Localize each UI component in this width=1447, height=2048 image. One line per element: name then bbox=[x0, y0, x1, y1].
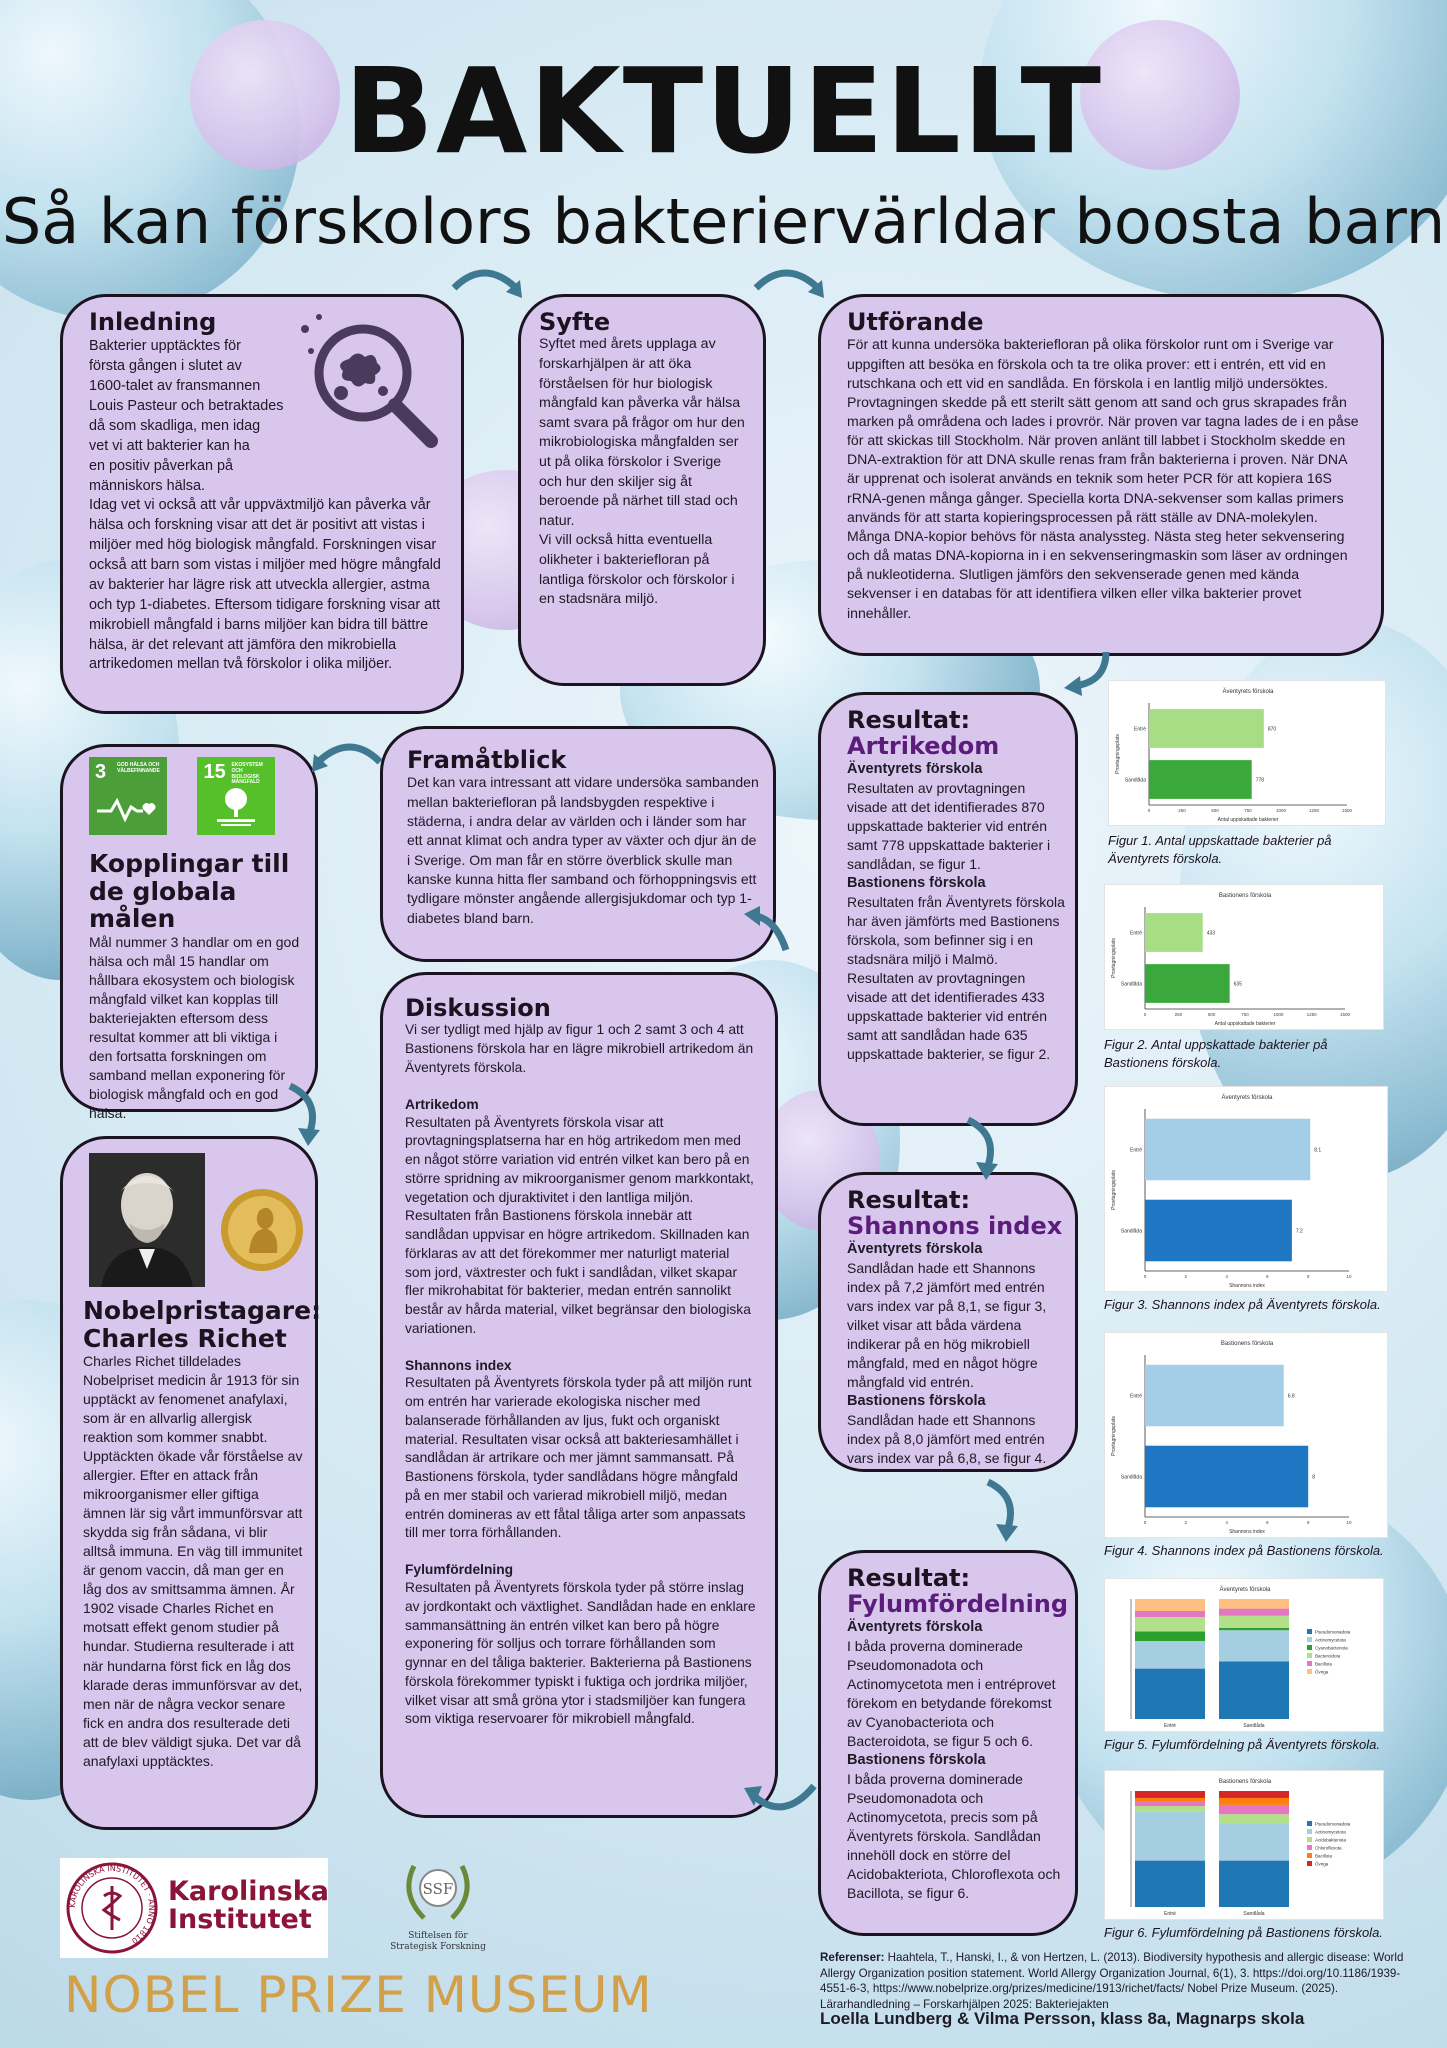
nobel-title bbox=[83, 1296, 322, 1353]
chart-title: Bastionens förskola bbox=[1218, 1779, 1272, 1785]
utforande-title: Utförande bbox=[847, 308, 984, 336]
inledning-box bbox=[60, 294, 464, 714]
res2-text-1: Sandlådan hade ett Shannons index på 7,2 jämfört med entrén vars index var på 8,1, se figur 3, vilket visar att båda värdena indikerar på en hög mikrobiell mångfald, med en något högre mångfald vid entrén. bbox=[847, 1259, 1047, 1390]
diskussion-shannon-text: Resultaten på Äventyrets förskola tyder på att miljön runt om entrén har varierade ekologiska nischer med balanserade förhållanden av ljus, fukt och organiskt material. Resultaten visar också att bakteriesamhället i sandlådan är artrikare och mer jämnt sammansatt. På Bastionens förskola, tyder sandlådans högre mångfald på en mer stabil och varierad mikrobiell miljö, medan entrén domineras av ett fåtal tåliga arter som anpassats till mer torra förhållanden. bbox=[405, 1375, 752, 1541]
karolinska-line-1: Karolinska bbox=[168, 1876, 329, 1907]
legend-label: Bacteroidota bbox=[1315, 1653, 1341, 1659]
diskussion-box bbox=[380, 972, 778, 1818]
res1-heading-1: Äventyrets förskola bbox=[847, 760, 983, 777]
diskussion-shannon-heading: Shannons index bbox=[405, 1357, 512, 1373]
stacked-bar-segment bbox=[1219, 1791, 1289, 1798]
figure-6 bbox=[1104, 1770, 1384, 1920]
stacked-bar-segment bbox=[1135, 1611, 1205, 1617]
arrow-icon bbox=[306, 732, 386, 782]
res3-heading-1: Äventyrets förskola bbox=[847, 1618, 983, 1635]
stacked-bar-segment bbox=[1135, 1641, 1205, 1669]
x-tick-label: Entré bbox=[1164, 1723, 1176, 1729]
legend-label: Acidobakteriota bbox=[1315, 1837, 1347, 1843]
chart-title: Äventyrets förskola bbox=[1222, 689, 1274, 695]
framblick-title: Framåtblick bbox=[407, 746, 567, 774]
chart-fylum-aventyret bbox=[1105, 1579, 1385, 1733]
syfte-box bbox=[518, 294, 766, 686]
x-tick-label: Sandlåda bbox=[1243, 1911, 1265, 1917]
x-tick-label: 1000 bbox=[1273, 1012, 1284, 1017]
bar bbox=[1145, 913, 1203, 952]
arrow-icon bbox=[280, 1080, 330, 1150]
figure-1 bbox=[1108, 680, 1386, 826]
res3-title: Resultat: bbox=[847, 1564, 971, 1592]
legend-label: Pseudomonadota bbox=[1315, 1629, 1351, 1635]
figure-1-caption: Figur 1. Antal uppskattade bakterier på Äventyrets förskola. bbox=[1108, 833, 1332, 866]
y-tick-label: Sandlåda bbox=[1120, 1474, 1142, 1481]
inledning-line: första gången i slutet av bbox=[89, 358, 242, 375]
legend-label: Bacillota bbox=[1315, 1661, 1333, 1667]
ssf-wreath-icon bbox=[398, 1856, 478, 1926]
legend-label: Övriga bbox=[1315, 1669, 1329, 1675]
resultat-fylum-box bbox=[818, 1550, 1078, 1936]
references-text: Haahtela, T., Hanski, I., & von Hertzen, L. (2013). Biodiversity hypothesis and allergic disease: World Allergy Organization position statement. World Allergy Organization Journal, 6(1), 3. https://doi.org/10.1186/1939-4551-6-3, https://www.nobelprize.org/prizes/medicine/1913/richet/facts/ Nobel Prize Museum. (2025). Lärarhandledning – Forskarhjälpen 2025: Bakteriejakten bbox=[820, 1951, 1404, 2011]
legend-swatch bbox=[1307, 1861, 1312, 1866]
res1-subtitle: Artrikedom bbox=[847, 732, 1000, 761]
res2-subtitle: Shannons index bbox=[847, 1212, 1063, 1241]
references bbox=[820, 1950, 1420, 2013]
arrow-icon bbox=[736, 900, 796, 960]
x-tick-label: 4 bbox=[1225, 1274, 1228, 1279]
arrow-icon bbox=[750, 258, 830, 308]
sdg3-icon bbox=[89, 757, 167, 835]
chart-fylum-bastionen bbox=[1105, 1771, 1385, 1921]
stacked-bar-segment bbox=[1219, 1814, 1289, 1823]
stacked-bar-segment bbox=[1219, 1805, 1289, 1814]
stacked-bar-segment bbox=[1135, 1631, 1205, 1641]
legend-swatch bbox=[1307, 1669, 1312, 1674]
stacked-bar-segment bbox=[1135, 1801, 1205, 1806]
res3-text-1: I båda proverna dominerade Pseudomonadota och Actinomycetota men i entréprovet förekom en betydande förekomst av Cyanobacteriota och Bacteroidota, se figur 5 och 6. bbox=[847, 1637, 1056, 1749]
figure-4 bbox=[1104, 1332, 1388, 1538]
stacked-bar-segment bbox=[1219, 1609, 1289, 1616]
chart-shannon-aventyret bbox=[1105, 1087, 1389, 1293]
y-tick-label: Entré bbox=[1130, 1147, 1142, 1154]
framblick-text: Det kan vara intressant att vidare undersöka sambanden mellan bakteriefloran på landsbygden respektive i städerna, i andra delar av världen och i länder som har ett annat klimat och andra typer av växter och djur än de i Sverige. Om man får en större överblick skulle man kanske kunna hitta fler samband och förhoppningsvis ett tydligare mönster angående allergisjukdomar och typ 1-diabetes bland barn. bbox=[407, 774, 759, 926]
legend-swatch bbox=[1307, 1853, 1312, 1858]
chart-artrikedom-aventyret bbox=[1109, 681, 1387, 827]
bar bbox=[1149, 760, 1252, 799]
figure-2-caption: Figur 2. Antal uppskattade bakterier på Bastionens förskola. bbox=[1104, 1037, 1328, 1070]
framblick-box bbox=[380, 726, 776, 962]
figure-4-caption: Figur 4. Shannons index på Bastionens förskola. bbox=[1104, 1543, 1384, 1558]
res2-heading-1: Äventyrets förskola bbox=[847, 1240, 983, 1257]
x-tick-label: 500 bbox=[1207, 1012, 1216, 1017]
legend-swatch bbox=[1307, 1829, 1312, 1834]
x-tick-label: 8 bbox=[1306, 1274, 1310, 1279]
karolinska-wordmark bbox=[168, 1878, 329, 1935]
stacked-bar-segment bbox=[1135, 1617, 1205, 1631]
utforande-box bbox=[818, 294, 1384, 656]
stacked-bar-segment bbox=[1219, 1798, 1289, 1805]
y-tick-label: Sandlåda bbox=[1120, 981, 1142, 988]
x-tick-label: 1000 bbox=[1275, 808, 1287, 813]
chart-artrikedom-bastionen bbox=[1105, 885, 1385, 1031]
legend-swatch bbox=[1307, 1653, 1312, 1658]
nobel-box bbox=[60, 1136, 322, 1830]
x-tick-label: 0 bbox=[1143, 1012, 1147, 1017]
data-label: 6.8 bbox=[1287, 1393, 1295, 1400]
stacked-bar-segment bbox=[1135, 1599, 1205, 1611]
res1-text-2: Resultaten från Äventyrets förskola har även jämförts med Bastionens förskola, som befinner sig i en stadsnära miljö i Malmö. Resultaten av provtagningen visade att det identifierades 433 uppskattade bakterier vid entrén samt att sandlådan hade 635 uppskattade bakterier, se figur 2. bbox=[847, 893, 1065, 1062]
poster-subtitle: Så kan förskolors bakteriervärldar boosta barn bbox=[1, 185, 1446, 258]
inledning-line: Bakterier upptäcktes för bbox=[89, 338, 241, 355]
arrow-icon bbox=[738, 1772, 818, 1832]
stacked-bar-segment bbox=[1219, 1823, 1289, 1860]
legend-swatch bbox=[1307, 1661, 1312, 1666]
globala-title-2: de globala målen bbox=[89, 876, 237, 933]
globala-text: Mål nummer 3 handlar om en god hälsa och mål 15 handlar om hållbara ekosystem och biologisk mångfald vilket kan kopplas till bakteriejakten eftersom dess resultat kommer att bli viktiga i den fortsatta forskningen om samband mellan exponering för biologisk mångfald och en god hälsa. bbox=[89, 933, 300, 1121]
bar bbox=[1145, 964, 1230, 1003]
x-tick-label: 1250 bbox=[1306, 1012, 1317, 1017]
legend-label: Actinomycetota bbox=[1315, 1829, 1346, 1835]
inledning-line: 1600-talet av fransmannen bbox=[89, 378, 261, 395]
diskussion-artrikedom-text: Resultaten på Äventyrets förskola visar att provtagningsplatserna har en hög artrikedom men med en något större variation vid entrén vilket kan bero på en större spridning av mikroorganismer genom markkontakt, vegetation och djuraktivitet i den lantliga miljön. Resultaten från Bastionens förskola innebär att sandlådan uppvisar en högre artrikedom. Skillnaden kan förklaras av att det förekommer mer naturligt material som jord, växtrester och fukt i sandlådan, vilket skapar fler mikrohabitat för bakterier, medan entrén sannolikt består av hårda material, vilket begränsar den biologiska variationen. bbox=[405, 1114, 754, 1336]
x-tick-label: 2 bbox=[1184, 1520, 1188, 1525]
y-axis-label: Provtagningsplats bbox=[1111, 1416, 1117, 1456]
data-label: 7.2 bbox=[1295, 1228, 1303, 1235]
figure-5 bbox=[1104, 1578, 1384, 1732]
syfte-title: Syfte bbox=[539, 308, 611, 336]
res1-title: Resultat: bbox=[847, 706, 971, 734]
figure-3 bbox=[1104, 1086, 1388, 1292]
chart-shannon-bastionen bbox=[1105, 1333, 1389, 1539]
inledning-line: Louis Pasteur och betraktades bbox=[89, 398, 284, 415]
inledning-line: då som skadliga, men idag bbox=[89, 417, 261, 434]
microbe-magnifier-icon bbox=[299, 311, 449, 461]
stacked-bar-segment bbox=[1135, 1861, 1205, 1907]
arrow-icon bbox=[978, 1476, 1028, 1546]
nobel-medal-icon bbox=[219, 1187, 305, 1273]
arrow-icon bbox=[448, 258, 528, 308]
legend-label: Cyanobacteriota bbox=[1315, 1645, 1348, 1651]
legend-label: Actinomycetota bbox=[1315, 1637, 1346, 1643]
inledning-line: människors hälsa. bbox=[89, 477, 205, 494]
data-label: 870 bbox=[1267, 726, 1277, 733]
res3-heading-2: Bastionens förskola bbox=[847, 1751, 986, 1768]
x-tick-label: 250 bbox=[1174, 1012, 1183, 1017]
karolinska-seal-icon bbox=[64, 1860, 160, 1956]
legend-label: Bacillota bbox=[1315, 1853, 1333, 1859]
sdg3-label: GOD HÄLSA OCH VÄLBEFINNANDE bbox=[117, 762, 160, 774]
x-tick-label: 4 bbox=[1225, 1520, 1228, 1525]
figure-2 bbox=[1104, 884, 1384, 1030]
res3-subtitle: Fylumfördelning bbox=[847, 1590, 1069, 1619]
figure-3-caption: Figur 3. Shannons index på Äventyrets förskola. bbox=[1104, 1297, 1381, 1312]
y-tick-label: Entré bbox=[1130, 930, 1142, 937]
karolinska-seal-text: KAROLINSKA INSTITUTET · ANNO 1810 bbox=[67, 1863, 157, 1946]
stacked-bar-segment bbox=[1219, 1628, 1289, 1630]
x-axis-label: Shannons index bbox=[1229, 1283, 1265, 1289]
stacked-bar-segment bbox=[1135, 1669, 1205, 1719]
sdg15-icon bbox=[197, 757, 275, 835]
bar bbox=[1145, 1446, 1308, 1508]
y-tick-label: Sandlåda bbox=[1120, 1228, 1142, 1235]
x-axis-label: Antal uppskattade bakterier bbox=[1217, 817, 1279, 823]
y-axis-label: Provtagningsplats bbox=[1115, 734, 1121, 774]
bar bbox=[1145, 1365, 1284, 1427]
sdg15-label: EKOSYSTEM OCH BIOLOGISK MÅNGFALD bbox=[231, 762, 263, 786]
stacked-bar-segment bbox=[1135, 1812, 1205, 1861]
x-tick-label: 10 bbox=[1346, 1274, 1352, 1279]
diskussion-fylum-heading: Fylumfördelning bbox=[405, 1562, 514, 1578]
stacked-bar-segment bbox=[1135, 1791, 1205, 1798]
x-tick-label: 10 bbox=[1346, 1520, 1352, 1525]
poster-title: BAKTUELLT bbox=[344, 42, 1103, 180]
data-label: 778 bbox=[1255, 777, 1265, 784]
legend-swatch bbox=[1307, 1837, 1312, 1842]
utforande-text: För att kunna undersöka bakteriefloran på olika förskolor runt om i Sverige var uppgiften att besöka en förskola och ta tre olika prover: ett i entrén, ett vid en rutschkana och ett vid en sandlåda. En förskola i en lantlig miljö undersöktes. Provtagningen skedde på ett sterilt sätt genom att sand och grus skrapades från marken på områdena och lades i provrör. När proven var tagna lades de i en påse för att skickas till Stockholm. När proven anlänt till labbet i Stockholm skedde en DNA-extraktion för att DNA skulle renas fram från bakterierna i proven. När DNA är upprenat och isolerat används en teknik som heter PCR för att kopiera 16S rRNA-genen många gånger. Speciella korta DNA-sekvenser som kallas primers används för att starta kopieringsprocessen på rätt ställe av DNA-molekylen. Många DNA-kopior behövs för nästa analyssteg. Nästa steg heter sekvensering och då matas DNA-kopiorna in i en sekvenseringmaskin som läser av ordningen på nukleotiderna. Slutligen jämförs den sekvenserade genen med kända sekvenser i en databas för att identifiera vilken eller vilka bakterier provet innehåller. bbox=[847, 336, 1359, 621]
data-label: 8 bbox=[1312, 1474, 1315, 1481]
x-axis-label: Antal uppskattade bakterier bbox=[1214, 1021, 1276, 1027]
bar bbox=[1149, 709, 1264, 748]
nobel-title-2: Charles Richet bbox=[83, 1323, 287, 1353]
ssf-mark-text: SSF bbox=[422, 1880, 454, 1898]
globala-title bbox=[89, 850, 301, 933]
diskussion-fylum-text: Resultaten på Äventyrets förskola tyder på större inslag av jordkontakt och växtlighet. Sandlådan hade en enklare sammansättning än entrén vilket kan bero på högre exponering för solljus och torrare förhållanden som gynnar en del tåliga bakterier. Bakterierna på Bastionens förskola förekommer typiskt i fuktiga och jordrika miljöer, vilket visar att små gröna ytor i stadsmiljöer kan fungera som viktiga reservoarer för mikrobiell mångfald. bbox=[405, 1580, 756, 1727]
legend-label: Chloroflexota bbox=[1315, 1845, 1342, 1851]
x-tick-label: 6 bbox=[1266, 1520, 1269, 1525]
inledning-line: en positiv påverkan på bbox=[89, 457, 233, 474]
x-tick-label: 750 bbox=[1244, 808, 1252, 813]
x-tick-label: 500 bbox=[1211, 808, 1219, 813]
stacked-bar-segment bbox=[1219, 1861, 1289, 1907]
legend-swatch bbox=[1307, 1629, 1312, 1634]
legend-swatch bbox=[1307, 1645, 1312, 1650]
globala-box bbox=[60, 744, 318, 1121]
legend-label: Övriga bbox=[1315, 1861, 1329, 1867]
karolinska-logo bbox=[60, 1858, 328, 1958]
figure-5-caption: Figur 5. Fylumfördelning på Äventyrets förskola. bbox=[1104, 1737, 1381, 1752]
x-tick-label: 750 bbox=[1241, 1012, 1249, 1017]
inledning-line: vet vi att bakterier kan ha bbox=[89, 437, 250, 454]
inledning-title: Inledning bbox=[89, 308, 217, 336]
x-tick-label: 0 bbox=[1143, 1520, 1147, 1525]
data-label: 8.1 bbox=[1314, 1147, 1322, 1154]
arrow-icon bbox=[1056, 648, 1116, 698]
bar bbox=[1145, 1200, 1292, 1262]
x-tick-label: 2 bbox=[1184, 1274, 1188, 1279]
data-label: 433 bbox=[1206, 930, 1216, 937]
sdg3-number: 3 bbox=[95, 761, 107, 783]
y-axis-label: Provtagningsplats bbox=[1111, 1170, 1117, 1210]
stacked-bar-segment bbox=[1219, 1599, 1289, 1609]
karolinska-line-2: Institutet bbox=[168, 1904, 312, 1936]
stacked-bar-segment bbox=[1219, 1616, 1289, 1628]
x-tick-label: 1500 bbox=[1341, 808, 1353, 813]
x-tick-label: 0 bbox=[1147, 808, 1151, 813]
chart-title: Äventyrets förskola bbox=[1219, 1587, 1271, 1593]
diskussion-intro: Vi ser tydligt med hjälp av figur 1 och 2 samt 3 och 4 att Bastionens förskola har en lägre mikrobiell artrikedom än Äventyrets förskola. bbox=[405, 1022, 754, 1075]
legend-label: Pseudomonadota bbox=[1315, 1821, 1351, 1827]
x-tick-label: 250 bbox=[1178, 808, 1186, 813]
stacked-bar-segment bbox=[1219, 1630, 1289, 1661]
y-tick-label: Entré bbox=[1134, 726, 1146, 733]
x-tick-label: 6 bbox=[1266, 1274, 1269, 1279]
x-tick-label: 8 bbox=[1306, 1520, 1310, 1525]
x-tick-label: 1500 bbox=[1339, 1012, 1351, 1017]
portrait-photo bbox=[89, 1153, 205, 1287]
sdg15-number: 15 bbox=[203, 761, 226, 783]
authors: Loella Lundberg & Vilma Persson, klass 8a, Magnarps skola bbox=[820, 2009, 1305, 2028]
ssf-logo bbox=[378, 1856, 498, 1960]
inledning-text: Idag vet vi också att vår uppväxtmiljö kan påverka vår hälsa och forskning visar att det är positivt att vistas i miljöer med hög biologisk mångfald. Forskningen visar också att barn som vistas i miljöer med högre mångfald av bakterier har lägre risk att utveckla allergier, astma och typ 1-diabetes. Eftersom tidigare forskning visar att mikrobiell mångfald i barns miljöer kan bidra till bättre hälsa, är det relevant att jämföra den mikrobiella artrikedomen mellan två förskolor i olika miljöer. bbox=[89, 497, 441, 673]
resultat-shannon-box bbox=[818, 1172, 1078, 1472]
references-label: Referenser: bbox=[820, 1951, 885, 1964]
x-tick-label: 1250 bbox=[1308, 808, 1320, 813]
chart-title: Äventyrets förskola bbox=[1221, 1095, 1273, 1101]
y-tick-label: Sandlåda bbox=[1124, 777, 1146, 784]
chart-title: Bastionens förskola bbox=[1220, 1341, 1274, 1347]
data-label: 635 bbox=[1233, 981, 1243, 988]
chart-title: Bastionens förskola bbox=[1218, 893, 1272, 899]
diskussion-title: Diskussion bbox=[405, 994, 551, 1022]
y-tick-label: Entré bbox=[1130, 1393, 1142, 1400]
res1-heading-2: Bastionens förskola bbox=[847, 874, 986, 891]
bar bbox=[1145, 1119, 1310, 1181]
diskussion-artrikedom-heading: Artrikedom bbox=[405, 1096, 479, 1112]
stacked-bar-segment bbox=[1135, 1798, 1205, 1801]
x-tick-label: Entré bbox=[1164, 1911, 1176, 1917]
nobel-text: Charles Richet tilldelades Nobelpriset medicin år 1913 för sin upptäckt av fenomenet anafylaxi, som är en allvarlig allergisk reaktion som kommer snabbt. Upptäckten ökade vår förståelse av allergier. Efter en attack från mikroorganismer eller giftiga ämnen lär sig vårt immunförsvar att skydda sig från sådana, vi blir alltså immuna. En väg till immunitet är genom vaccin, då man ger en låg dos av smittsamma ämnen. År 1902 visade Charles Richet en motsatt effekt genom studier på hundar. Studierna resulterade i att när hundarna först fick en låg dos klarade deras immunförsvar av det, men när de några veckor senare fick en andra dos resulterade deti att de blev väldigt sjuka. Det var då anafylaxi upptäcktes. bbox=[83, 1353, 303, 1769]
res1-text-1: Resultaten av provtagningen visade att det identifierades 870 uppskattade bakterier vid entrén samt 778 uppskattade bakterier i sandlådan, se figur 1. bbox=[847, 779, 1051, 872]
legend-swatch bbox=[1307, 1637, 1312, 1642]
arrow-icon bbox=[958, 1114, 1008, 1184]
figure-6-caption: Figur 6. Fylumfördelning på Bastionens förskola. bbox=[1104, 1925, 1383, 1940]
nobel-title-1: Nobelpristagare: bbox=[83, 1296, 322, 1325]
ssf-line-1: Stiftelsen för bbox=[408, 1931, 468, 1941]
res2-text-2: Sandlådan hade ett Shannons index på 8,0 jämfört med entrén vars index var på 6,8, se figur 4. bbox=[847, 1411, 1047, 1466]
ssf-line-2: Strategisk Forskning bbox=[390, 1941, 486, 1952]
legend-swatch bbox=[1307, 1845, 1312, 1850]
stacked-bar-segment bbox=[1135, 1806, 1205, 1812]
res2-title: Resultat: bbox=[847, 1186, 971, 1214]
x-axis-label: Shannons index bbox=[1229, 1529, 1265, 1535]
y-axis-label: Provtagningsplats bbox=[1111, 938, 1117, 978]
legend-swatch bbox=[1307, 1821, 1312, 1826]
x-tick-label: 0 bbox=[1143, 1274, 1147, 1279]
nobel-prize-museum-logo: NOBEL PRIZE MUSEUM bbox=[64, 1966, 653, 2024]
res3-text-2: I båda proverna dominerade Pseudomonadota och Actinomycetota, precis som på Äventyrets förskola. Sandlådan innehöll dock en större del Acidobakteriota, Chloroflexota och Bacillota, se figur 6. bbox=[847, 1770, 1061, 1901]
x-tick-label: Sandlåda bbox=[1243, 1723, 1265, 1729]
syfte-text: Syftet med årets upplaga av forskarhjälpen är att öka förståelsen för hur biologisk mångfald kan påverka vår hälsa samt svara på frågor om hur den mikrobiologiska mångfalden ser ut på olika förskolor i Sverige och hur den skiljer sig åt beroende på närhet till stad och natur. Vi vill också hitta eventuella olikheter i bakteriefloran på lantliga förskolor och förskolor i en stadsnära miljö. bbox=[539, 336, 745, 608]
stacked-bar-segment bbox=[1219, 1661, 1289, 1719]
resultat-artrikedom-box bbox=[818, 692, 1078, 1126]
globala-title-1: Kopplingar till bbox=[89, 849, 290, 878]
res2-heading-2: Bastionens förskola bbox=[847, 1392, 986, 1409]
